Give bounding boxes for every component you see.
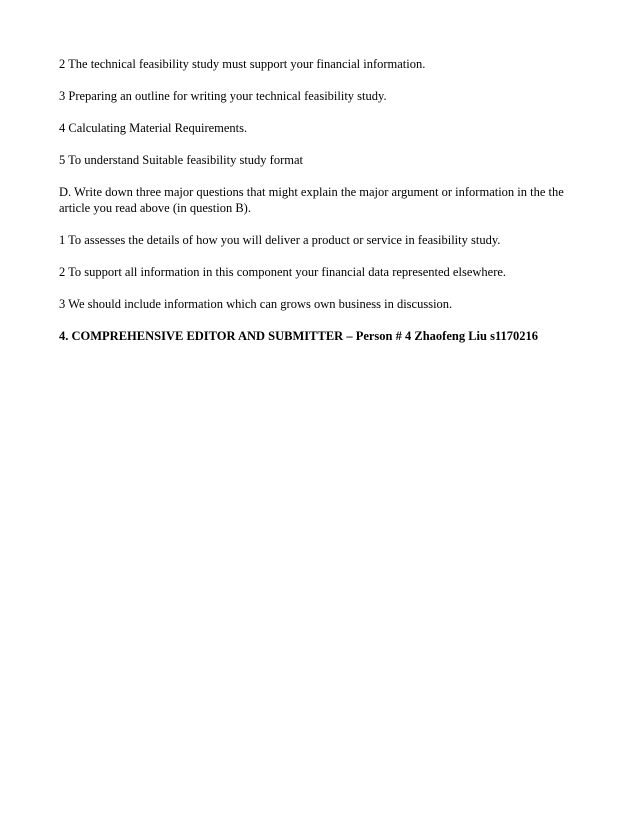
paragraph-2-technical-feasibility: 2 The technical feasibility study must support your financial information. [59,57,426,71]
paragraph-question-d: D. Write down three major questions that might explain the major argument or information in the the article you read above (in question B). [59,185,564,215]
paragraph-5-study-format: 5 To understand Suitable feasibility study format [59,153,303,167]
paragraph-answer-1: 1 To assesses the details of how you will deliver a product or service in feasibility study. [59,233,501,247]
paragraph-4-material-requirements: 4 Calculating Material Requirements. [59,121,248,135]
paragraph-answer-3: 3 We should include information which can grows own business in discussion. [59,297,453,311]
section-heading-editor-submitter: 4. COMPREHENSIVE EDITOR AND SUBMITTER – Person # 4 Zhaofeng Liu s1170216 [59,329,539,343]
document-body [59,56,579,360]
paragraph-3-outline: 3 Preparing an outline for writing your technical feasibility study. [59,89,387,103]
paragraph-answer-2: 2 To support all information in this component your financial data represented elsewhere. [59,265,507,279]
